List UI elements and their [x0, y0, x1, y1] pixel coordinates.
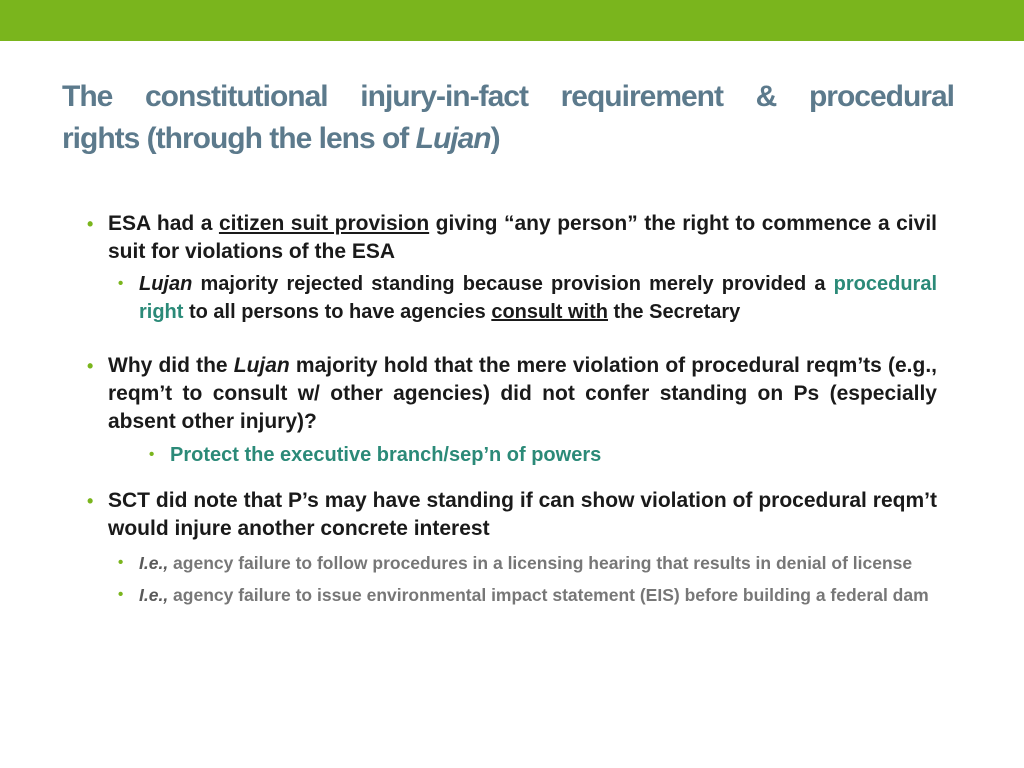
sub-bullet-licensing-example	[87, 551, 937, 575]
case-name: Lujan	[139, 273, 193, 295]
title-line-2	[62, 118, 954, 160]
bullet-sct-note	[87, 487, 937, 543]
sub-bullet-lujan-rejected	[87, 270, 937, 326]
bullet-text: majority rejected standing because provision merely provided a	[192, 273, 834, 295]
bullet-dot-icon: •	[118, 275, 124, 292]
case-name: Lujan	[233, 354, 290, 377]
bullet-dot-icon: •	[87, 491, 94, 511]
spacer	[87, 469, 937, 487]
bullet-text: agency failure to follow procedures in a licensing hearing that results in denial of license	[168, 553, 913, 573]
title-line-2-close: )	[490, 122, 500, 155]
header-accent-bar	[0, 0, 1024, 41]
bullet-underlined-term: consult with	[491, 301, 608, 323]
title-line-1: The constitutional injury-in-fact requirement & procedural	[62, 80, 954, 113]
bullet-text: the Secretary	[608, 301, 741, 323]
bullet-dot-icon: •	[118, 586, 124, 603]
sub-bullet-eis-example	[87, 583, 937, 607]
bullet-why-lujan	[87, 352, 937, 436]
sub-bullet-separation-of-powers	[87, 441, 937, 469]
bullet-dot-icon: •	[118, 554, 124, 571]
bullet-text: giving “any person” the right to commence a civil suit for violations of the ESA	[108, 212, 937, 263]
spacer	[87, 326, 937, 352]
bullet-text: SCT did note that P’s may have standing if can show violation of procedural reqm’t would injure another concrete interest	[108, 489, 937, 540]
bullet-underlined-term: citizen suit provision	[218, 212, 430, 235]
bullet-esa-citizen-suit	[87, 210, 937, 266]
example-prefix: I.e.,	[139, 553, 169, 573]
slide-body	[87, 210, 937, 607]
bullet-text: majority hold that the mere violation of procedural reqm’ts (e.g., reqm’t to consult w/ other agencies) did not confer standing on Ps (especially absent other injury)?	[108, 354, 937, 433]
bullet-text: ESA had a	[108, 212, 219, 235]
bullet-text: agency failure to issue environmental impact statement (EIS) before building a federal dam	[168, 585, 929, 605]
bullet-text: Protect the executive branch/sep’n of powers	[170, 444, 602, 466]
bullet-dot-icon: •	[87, 214, 94, 234]
slide-title	[62, 76, 954, 160]
bullet-text: Why did the	[108, 354, 234, 377]
title-case-name: Lujan	[415, 122, 491, 155]
bullet-dot-icon: •	[87, 356, 94, 376]
bullet-text: to all persons to have agencies	[183, 301, 492, 323]
title-line-2-text: rights (through the lens of	[62, 122, 416, 155]
highlighted-term: procedural right	[139, 273, 937, 323]
bullet-dot-icon: •	[149, 446, 155, 463]
example-prefix: I.e.,	[139, 585, 169, 605]
